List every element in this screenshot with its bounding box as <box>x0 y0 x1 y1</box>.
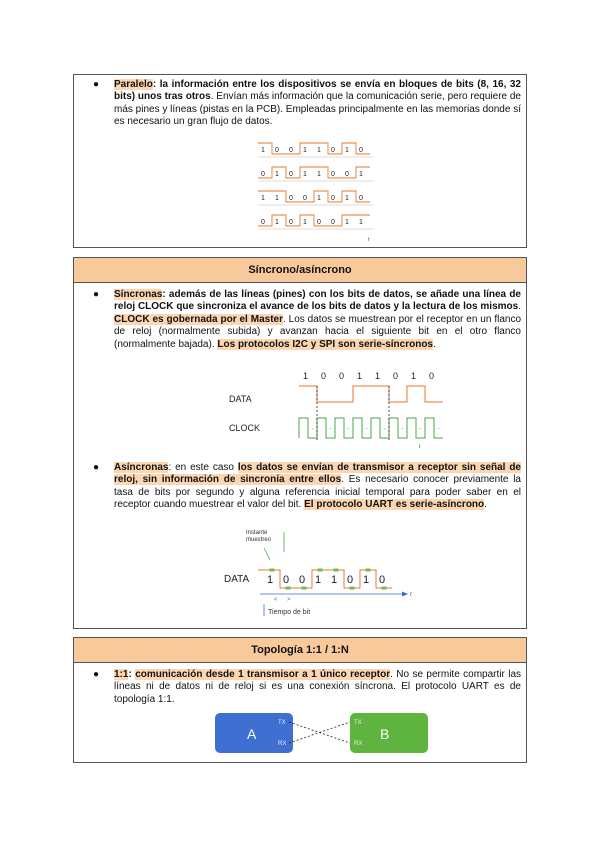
sincronas-hl3: Los protocolos I2C y SPI son serie-síncronos <box>217 338 433 350</box>
parallel-bit: 1 <box>359 171 363 178</box>
svg-text:+: + <box>311 426 314 431</box>
sync-data-label: DATA <box>229 394 252 404</box>
topologia-section <box>73 637 527 763</box>
sync-bit: 1 <box>303 371 309 381</box>
sincronas-paragraph <box>93 289 521 351</box>
device-b-rx: RX <box>354 741 363 747</box>
parallel-bit: 0 <box>289 195 293 202</box>
sincronas-end: . <box>433 338 436 350</box>
parallel-bit: 0 <box>289 171 293 178</box>
parallel-bit: 1 <box>345 219 349 226</box>
sync-bit: 0 <box>429 371 435 381</box>
svg-text:+: + <box>347 426 350 431</box>
parallel-bit: 1 <box>359 219 363 226</box>
sync-bit: 1 <box>411 371 417 381</box>
asincronas-paragraph <box>93 462 521 512</box>
async-diagram <box>224 530 414 624</box>
sincrono-header: Síncrono/asíncrono <box>74 258 526 283</box>
sincronas-term: Síncronas <box>114 289 163 300</box>
device-b-tx: TX <box>354 720 362 726</box>
svg-text:+: + <box>383 426 386 431</box>
paralelo-paragraph <box>93 79 521 129</box>
sync-clock-label: CLOCK <box>229 423 261 433</box>
parallel-bit: 0 <box>261 171 265 178</box>
bullet: ● <box>93 669 100 680</box>
async-axis-label: t <box>410 592 412 598</box>
parallel-bit: 1 <box>345 195 349 202</box>
async-bit: 0 <box>299 574 306 586</box>
sync-bit: 0 <box>393 371 399 381</box>
parallel-bit: 1 <box>275 219 279 226</box>
parallel-bit: 1 <box>275 171 279 178</box>
topologia-paragraph: ● 1:1: comunicación desde 1 transmisor a 1 único receptor. No se permite compartir las líneas ni de datos ni de reloj si es una conexión síncrona. El protocolo UART es de topología 1:1. <box>93 669 522 705</box>
sync-bit: 0 <box>321 371 327 381</box>
topologia-header: Topología 1:1 / 1:N <box>74 638 526 663</box>
sincrono-section <box>73 257 527 629</box>
asincronas-hl2: El protocolo UART es serie-asíncrono <box>304 499 485 511</box>
sync-bit: 1 <box>357 371 363 381</box>
parallel-bit: 0 <box>303 195 307 202</box>
paralelo-term: Paralelo <box>114 79 153 90</box>
sincronas-text3: . Los datos se muestrean por el receptor en un flanco de reloj (normalmente subida) y avanzan hacia el siguiente bit en el otro flanco (normalmente bajada). <box>114 313 521 350</box>
sync-clock-waveform <box>299 418 443 438</box>
parallel-bit: 0 <box>289 147 293 154</box>
asincronas-text2: . Es necesario conocer previamente la tasa de bits por segundo y alguna referencia inicial temporal para poder saber en el receptor cuando muestrear el valor del bit. <box>114 474 521 511</box>
device-a-rx: RX <box>278 741 287 747</box>
parallel-bit: 0 <box>331 171 335 178</box>
topologia-term: 1:1 <box>114 669 129 680</box>
svg-text:+: + <box>365 426 368 431</box>
async-data-waveform <box>258 570 392 588</box>
sync-bit: 1 <box>375 371 381 381</box>
device-a-tx: TX <box>278 720 286 726</box>
svg-text:>: > <box>287 597 291 603</box>
paralelo-bold: : la información entre los dispositivos se envía en bloques de bits (8, 16, 32 bits) unos tras otros <box>114 79 521 103</box>
svg-text:+: + <box>437 426 440 431</box>
sincronas-text1: : además de las líneas (pines) con los bits de datos, se añade una línea de reloj CLOCK que sincroniza el avance de los bits de datos y la lectura de los mismos <box>114 289 521 313</box>
async-bit: 1 <box>363 574 370 586</box>
bullet: ● <box>93 462 100 473</box>
asincronas-term: Asíncronas <box>114 462 169 473</box>
async-bit: 1 <box>267 574 274 586</box>
parallel-bit: 1 <box>317 195 321 202</box>
parallel-bit: 0 <box>331 195 335 202</box>
topology-diagram <box>214 711 429 755</box>
bullet: ● <box>93 79 100 90</box>
sync-data-waveform <box>299 386 443 402</box>
parallel-bit: 1 <box>303 147 307 154</box>
parallel-bit: 0 <box>331 219 335 226</box>
device-a-label: A <box>247 726 257 742</box>
svg-text:+: + <box>401 426 404 431</box>
parallel-bit: 1 <box>345 147 349 154</box>
svg-text:<: < <box>274 597 278 603</box>
parallel-bit: 0 <box>289 219 293 226</box>
asincronas-text1: : en este caso <box>168 462 238 473</box>
topologia-rest: . No se permite compartir las líneas ni de datos ni de reloj si es una conexión síncrona. El protocolo UART es de topología 1:1. <box>114 669 522 705</box>
parallel-bit: 1 <box>317 147 321 154</box>
parallel-bit: 0 <box>261 219 265 226</box>
async-tiempo-label: Tiempo de bit <box>268 609 311 616</box>
paralelo-section <box>73 74 527 248</box>
parallel-bit: 1 <box>261 195 265 202</box>
svg-text:+: + <box>419 426 422 431</box>
parallel-axis-label: t <box>368 237 370 243</box>
sync-axis-label: t <box>419 444 421 450</box>
parallel-bit: 1 <box>303 171 307 178</box>
parallel-bit: 0 <box>359 147 363 154</box>
parallel-bit: 1 <box>261 147 265 154</box>
device-b-label: B <box>380 726 390 742</box>
parallel-bit: 1 <box>317 171 321 178</box>
parallel-bit: 1 <box>275 195 279 202</box>
async-bit: 1 <box>315 574 322 586</box>
asincronas-end: . <box>484 499 487 511</box>
topologia-hl1: comunicación desde 1 transmisor a 1 único receptor <box>135 669 391 680</box>
sincronas-hl2: CLOCK es gobernada por el Master <box>114 313 283 325</box>
async-bit: 1 <box>331 574 338 586</box>
parallel-bit: 0 <box>359 195 363 202</box>
async-data-label: DATA <box>224 574 250 585</box>
paralelo-rest: . Envían más información que la comunicación serie, pero requiere de más pines y líneas (pistas en la PCB). Empleadas principalmente en las memorias donde sí es necesario un gran flujo de datos. <box>114 91 521 128</box>
parallel-bit: 0 <box>317 219 321 226</box>
async-bit: 0 <box>347 574 354 586</box>
parallel-bit: 1 <box>303 219 307 226</box>
svg-text:+: + <box>329 426 332 431</box>
async-instante-label: Instante muestreo <box>246 530 272 543</box>
sincronas-text2: . <box>518 301 521 313</box>
sync-diagram <box>229 368 440 452</box>
parallel-bit: 0 <box>345 171 349 178</box>
parallel-diagram <box>254 137 384 245</box>
async-bit: 0 <box>283 574 290 586</box>
bullet: ● <box>93 289 100 300</box>
sync-bit: 0 <box>339 371 345 381</box>
asincronas-hl1: los datos se envían de transmisor a receptor sin señal de reloj, sin información de sincronía entre ellos <box>114 462 521 486</box>
parallel-bit: 0 <box>275 147 279 154</box>
parallel-bit: 0 <box>331 147 335 154</box>
async-bit: 0 <box>379 574 386 586</box>
